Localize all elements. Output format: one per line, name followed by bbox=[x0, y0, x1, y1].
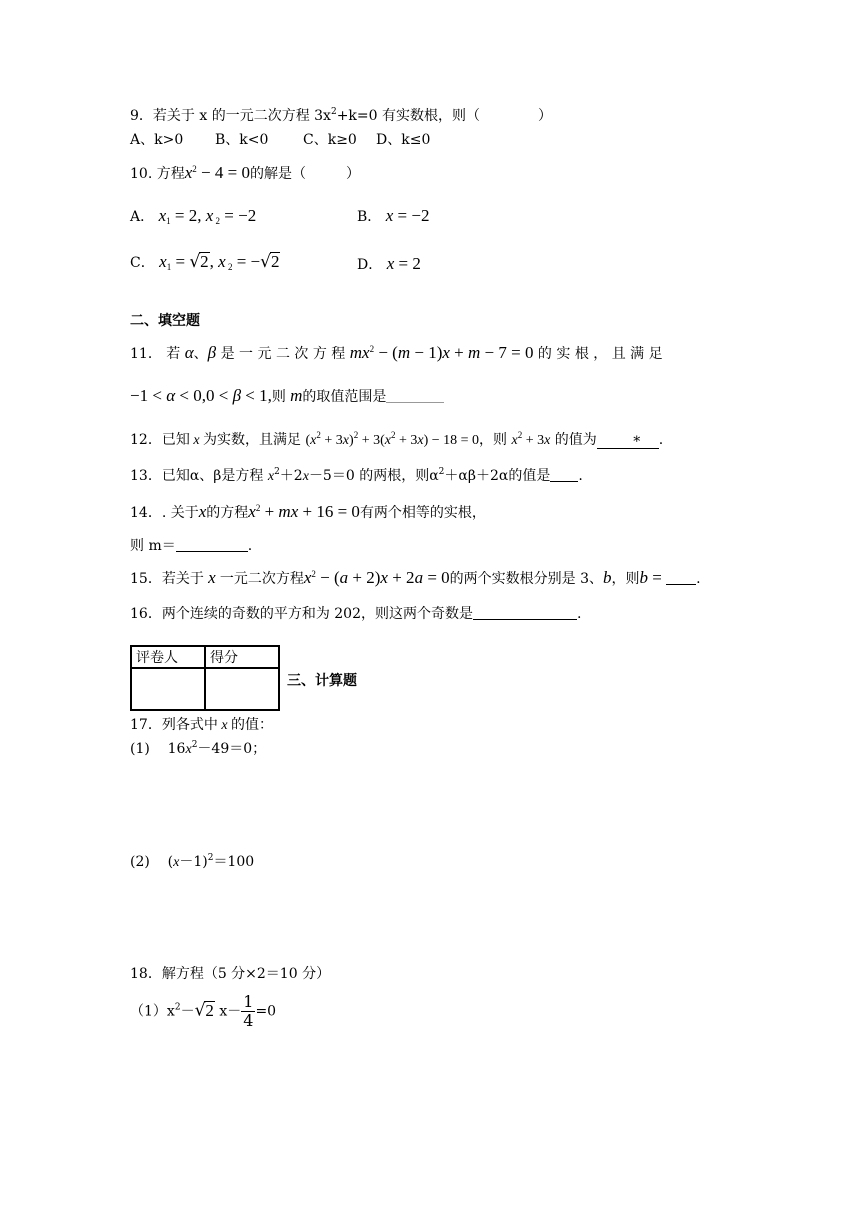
q13-line: 13．已知α、β是方程 $x^2+2x-5=0$ 的两根，则$\alpha^2+\alpha\beta+2\alpha$的值是 . bbox=[130, 467, 583, 484]
q10-option-a: A． $x_1 = 2$, x $_2$ = −2 bbox=[130, 206, 257, 226]
q9-option-a: A、k>0 bbox=[130, 132, 184, 148]
q9-option-c: C、k≥0 bbox=[303, 132, 357, 148]
score-table-header-grader: 评卷人 bbox=[131, 646, 205, 668]
q9-option-d: D、k≤0 bbox=[376, 132, 431, 148]
q9-options bbox=[130, 132, 430, 149]
q18-title: 18．解方程（5 分×2＝10 分） bbox=[130, 966, 331, 982]
q12-answer-blank[interactable]: * bbox=[597, 434, 659, 449]
q16-line: 16．两个连续的奇数的平方和为 202，则这两个奇数是 . bbox=[130, 606, 582, 622]
q10-option-b: B． x = −2 bbox=[357, 206, 430, 225]
q18-part1: $(1)x^2-√2$ x－ $\frac{1}{4}$ =0 bbox=[130, 992, 277, 1030]
section-3-title: 三、计算题 bbox=[287, 673, 357, 689]
q10-stem: 10. 方程$x^2 - 4 = 0$的解是（ ） bbox=[130, 163, 360, 182]
q9-option-b: B、k<0 bbox=[215, 132, 269, 148]
q16-answer-blank[interactable] bbox=[473, 605, 577, 620]
score-table-header-score: 得分 bbox=[205, 646, 279, 668]
q17-part1: (1) $16x^2-49=0$； bbox=[130, 740, 267, 757]
q11-line1: 11． 若 α、β 是 一 元 二 次 方 程 $mx^2 - (m - 1)x + m - 7 = 0$ 的 实 根 ， 且 满 足 bbox=[130, 343, 663, 362]
q15-line: 15．若关于 x 一元二次方程$x^2 - (a + 2)x + 2a = 0$的两个实数根分别是 3、b，则b = . bbox=[130, 568, 701, 587]
q17-title: 17．列各式中 x 的值： bbox=[130, 717, 274, 733]
score-table-grader-cell[interactable] bbox=[131, 668, 205, 710]
score-table bbox=[130, 645, 280, 711]
q11-line2: −1 < α < 0,0 < β < 1,则 m的取值范围是 bbox=[130, 386, 444, 406]
q14-line1: 14．. 关于x的方程$x^2$ + mx + 16 = 0有两个相等的实根， bbox=[130, 502, 486, 521]
q14-line2: 则 m＝ . bbox=[130, 538, 253, 554]
q10-option-d: D． x = 2 bbox=[357, 254, 421, 273]
q13-answer-blank[interactable] bbox=[550, 467, 578, 482]
q12-line: 12．已知 x 为实数，且满足 $(x^2 + 3x)^2 + 3(x^2 + 3x) - 18 = 0$，则 $x^2 + 3x$ 的值为 * . bbox=[130, 430, 664, 450]
q9-stem: 9．若关于 x 的一元二次方程 $3x^2+k=0$ 有实数根，则（ ） bbox=[130, 107, 553, 124]
section-2-title: 二、填空题 bbox=[130, 313, 200, 329]
q15-answer-blank[interactable] bbox=[666, 570, 696, 585]
q17-part2: (2) $(x-1)^2=100$ bbox=[130, 853, 255, 870]
score-table-score-cell[interactable] bbox=[205, 668, 279, 710]
q10-option-c: C． $x_1 = √2$, x $_2$ = −√2 bbox=[130, 252, 280, 272]
q14-answer-blank[interactable] bbox=[176, 537, 248, 552]
